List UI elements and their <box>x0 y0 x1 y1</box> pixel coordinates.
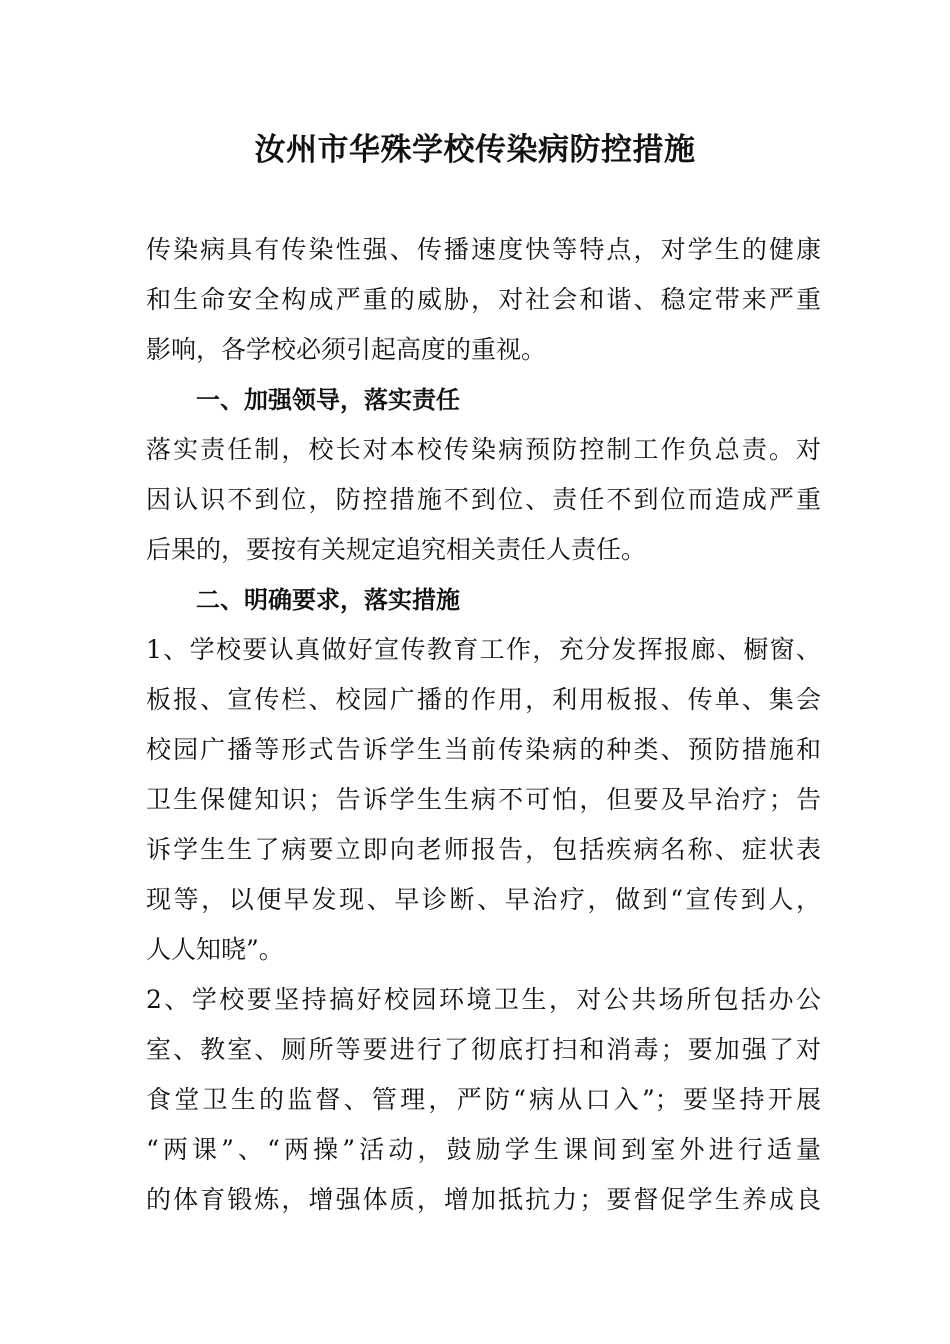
text-line: 1、学校要认真做好宣传教育工作，充分发挥报廊、橱窗、 <box>146 635 821 664</box>
text-line: 的体育锻炼，增强体质，增加抵抗力；要督促学生养成良 <box>146 1185 821 1214</box>
section-heading-1: 一、加强领导，落实责任 <box>196 386 460 414</box>
text-line: 校园广播等形式告诉学生当前传染病的种类、预防措施和 <box>146 735 821 764</box>
text-line: 现等，以便早发现、早诊断、早治疗，做到“宣传到人， <box>146 885 821 914</box>
text-line: “两课”、“两操”活动，鼓励学生课间到室外进行适量 <box>146 1135 821 1164</box>
text-line: 因认识不到位，防控措施不到位、责任不到位而造成严重 <box>146 485 821 514</box>
document-title: 汝州市华殊学校传染病防控措施 <box>254 132 696 168</box>
text-line: 传染病具有传染性强、传播速度快等特点，对学生的健康 <box>146 235 821 264</box>
text-line: 板报、宣传栏、校园广播的作用，利用板报、传单、集会 <box>146 685 821 714</box>
text-line: 落实责任制，校长对本校传染病预防控制工作负总责。对 <box>146 435 821 464</box>
text-line: 卫生保健知识；告诉学生生病不可怕，但要及早治疗；告 <box>146 785 821 814</box>
text-line: 食堂卫生的监督、管理，严防“病从口入”；要坚持开展 <box>146 1085 821 1114</box>
text-line: 影响，各学校必须引起高度的重视。 <box>146 335 547 364</box>
text-line: 室、教室、厕所等要进行了彻底打扫和消毒；要加强了对 <box>146 1035 821 1064</box>
text-line: 和生命安全构成严重的威胁，对社会和谐、稳定带来严重 <box>146 285 821 314</box>
section1-paragraph <box>146 425 821 575</box>
section-heading-2: 二、明确要求，落实措施 <box>196 586 460 614</box>
intro-paragraph <box>146 225 821 375</box>
text-line: 人人知晓”。 <box>146 935 284 964</box>
item2-paragraph <box>146 975 821 1225</box>
item1-paragraph <box>146 625 821 975</box>
text-line: 诉学生生了病要立即向老师报告，包括疾病名称、症状表 <box>146 835 821 864</box>
text-line: 2、学校要坚持搞好校园环境卫生，对公共场所包括办公 <box>146 985 821 1014</box>
text-line: 后果的，要按有关规定追究相关责任人责任。 <box>146 535 647 564</box>
